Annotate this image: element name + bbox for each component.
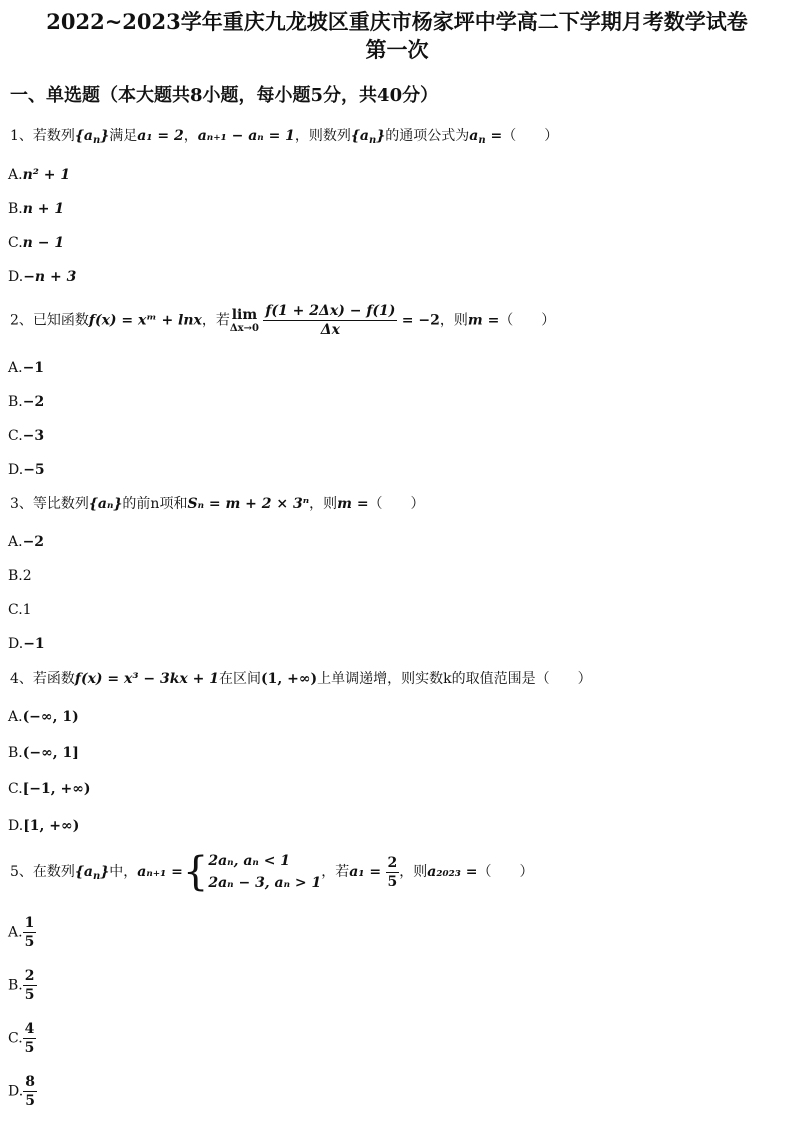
question-2-option-a[interactable]: A.−1: [8, 360, 45, 376]
q1-condition-1: a₁ = 2: [137, 128, 184, 144]
question-2-option-d[interactable]: D.−5: [8, 462, 45, 478]
q1-condition-2: aₙ₊₁ − aₙ = 1: [197, 128, 295, 144]
question-3-option-b[interactable]: B.2: [8, 568, 32, 584]
question-1-option-c[interactable]: C.n − 1: [8, 235, 65, 251]
question-1-stem: 1、若数列$\{a_n\}$满足a₁ = 2，aₙ₊₁ − aₙ = 1，则数列$\{a_n\}$的通项公式为$a_n$ =（ ）: [10, 128, 559, 146]
question-4-stem: 4、若函数f(x) = x³ − 3kx + 1在区间(1, +∞)上单调递增，则实数k的取值范围是（ ）: [10, 671, 592, 687]
question-2-option-b[interactable]: B.−2: [8, 394, 45, 410]
question-3-option-d[interactable]: D.−1: [8, 636, 45, 652]
question-1-option-b[interactable]: B.n + 1: [8, 201, 65, 217]
question-3-option-c[interactable]: C.1: [8, 602, 32, 618]
question-3-stem: 3、等比数列{aₙ}的前n项和Sₙ = m + 2 × 3ⁿ，则m =（ ）: [10, 496, 425, 512]
question-4-option-c[interactable]: C.[−1, +∞): [8, 781, 91, 797]
q4-function: f(x) = x³ − 3kx + 1: [74, 671, 219, 687]
question-5-option-b[interactable]: B. $\frac{2}{5}$: [8, 968, 35, 1003]
q2-limit: lim Δx→0: [229, 307, 259, 334]
q2-fraction: $\frac{f(1 + 2\Delta x) - f(1)}{\Delta x}$: [265, 303, 396, 338]
q5-brace: {: [182, 849, 209, 895]
question-5-stem: 5、在数列$\{a_n\}$中，aₙ₊₁ ={ 2aₙ, aₙ < 1 2aₙ − 3, aₙ > 1 ，若a₁ = $\frac{2}{5}$ ，则a₂₀₂₃ =（ ）: [10, 849, 534, 895]
q5-given-fraction: $\frac{2}{5}$: [387, 854, 398, 890]
exam-title-line-2: 第一次: [365, 37, 429, 62]
question-2-option-c[interactable]: C.−3: [8, 428, 45, 444]
question-4-option-d[interactable]: D.[1, +∞): [8, 818, 80, 834]
section-heading: 一、单选题（本大题共8小题，每小题5分，共40分）: [10, 85, 439, 106]
question-5-option-d[interactable]: D. $\frac{8}{5}$: [8, 1074, 35, 1109]
q3-sum-formula: Sₙ = m + 2 × 3ⁿ: [187, 496, 310, 512]
q2-function: f(x) = xᵐ + lnx: [88, 312, 202, 329]
question-1-option-d[interactable]: D.−n + 3: [8, 269, 77, 285]
question-5-option-c[interactable]: C. $\frac{4}{5}$: [8, 1021, 35, 1056]
question-2-stem: 2、已知函数f(x) = xᵐ + lnx，若 lim Δx→0 $\frac{f(1 + 2\Delta x) - f(1)}{\Delta x}$ = −2，则m =（ ）: [10, 303, 556, 338]
question-4-option-a[interactable]: A.(−∞, 1): [8, 709, 79, 725]
exam-title-line-1: 2022~2023学年重庆九龙坡区重庆市杨家坪中学高二下学期月考数学试卷: [46, 9, 748, 34]
question-4-option-b[interactable]: B.(−∞, 1]: [8, 745, 79, 761]
question-3-option-a[interactable]: A.−2: [8, 534, 45, 550]
question-1-option-a[interactable]: A.n² + 1: [8, 167, 71, 183]
question-5-option-a[interactable]: A. $\frac{1}{5}$: [8, 915, 35, 950]
q5-piecewise: 2aₙ, aₙ < 1 2aₙ − 3, aₙ > 1: [208, 853, 322, 891]
